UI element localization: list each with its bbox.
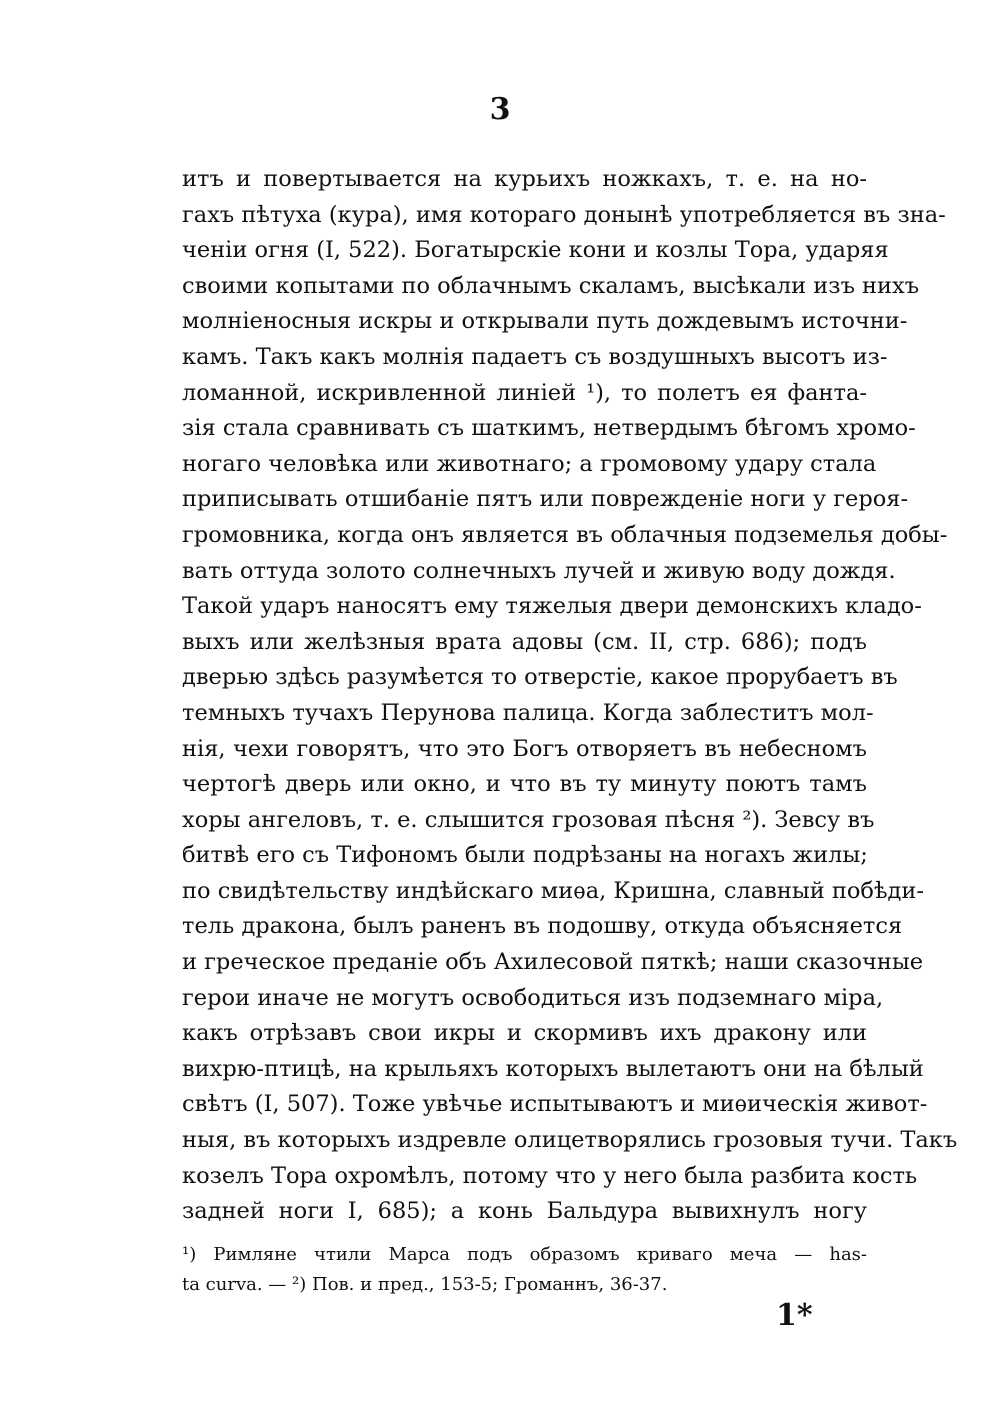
text-line: по свидѣтельству индѣйскаго миѳа, Кришна, славный побѣди-: [182, 877, 924, 904]
page-number: 3: [489, 92, 511, 127]
text-line: дверью здѣсь разумѣется то отверстіе, какое прорубаетъ въ: [182, 664, 898, 691]
text-line: вать оттуда золото солнечныхъ лучей и живую воду дождя.: [182, 557, 896, 584]
text-line: битвѣ его съ Тифономъ были подрѣзаны на ногахъ жилы;: [182, 842, 868, 869]
footnotes: [182, 1240, 867, 1300]
text-line: чертогѣ дверь или окно, и что въ ту минуту поютъ тамъ: [182, 771, 867, 798]
text-line: герои иначе не могутъ освободиться изъ подземнаго міра,: [182, 984, 884, 1011]
footnote-line: ta curva. — ²) Пов. и пред., 153-5; Громаннъ, 36-37.: [182, 1274, 668, 1295]
text-line: нія, чехи говорятъ, что это Богъ отворяетъ въ небесномъ: [182, 735, 867, 762]
text-line: зія стала сравнивать съ шаткимъ, нетвердымъ бѣгомъ хромо-: [182, 415, 916, 442]
text-line: темныхъ тучахъ Перунова палица. Когда заблеститъ мол-: [182, 699, 874, 726]
text-line: какъ отрѣзавъ свои икры и скормивъ ихъ дракону или: [182, 1020, 867, 1047]
text-line: Такой ударъ наносятъ ему тяжелыя двери демонскихъ кладо-: [182, 593, 922, 620]
text-line: козелъ Тора охромѣлъ, потому что у него была разбита кость: [182, 1162, 918, 1189]
body-text: [182, 162, 958, 1230]
text-line: ченіи огня (I, 522). Богатырскіе кони и козлы Тора, ударяя: [182, 237, 889, 264]
text-line: ногаго человѣка или животнаго; а громовому удару стала: [182, 450, 877, 477]
text-line: тель дракона, былъ раненъ въ подошву, откуда объясняется: [182, 913, 903, 940]
text-line: приписывать отшибаніе пятъ или поврежденіе ноги у героя-: [182, 486, 909, 513]
text-line: молніеносныя искры и открывали путь дождевымъ источни-: [182, 308, 908, 335]
text-line: выхъ или желѣзныя врата адовы (см. II, стр. 686); подъ: [182, 628, 867, 655]
text-line: громовника, когда онъ является въ облачныя подземелья добы-: [182, 521, 948, 548]
footnote-line: ¹) Римляне чтили Марса подъ образомъ криваго меча — has-: [182, 1244, 867, 1265]
text-line: хоры ангеловъ, т. е. слышится грозовая пѣсня ²). Зевсу въ: [182, 806, 875, 833]
text-line: ломанной, искривленной линіей ¹), то полетъ ея фанта-: [182, 379, 867, 406]
signature-mark: 1*: [776, 1298, 813, 1333]
text-line: итъ и повертывается на курьихъ ножкахъ, т. е. на но-: [182, 166, 867, 192]
text-line: задней ноги I, 685); а конь Бальдура вывихнулъ ногу: [182, 1198, 867, 1225]
text-line: ныя, въ которыхъ издревле олицетворялись грозовыя тучи. Такъ: [182, 1127, 958, 1154]
text-line: камъ. Такъ какъ молнія падаетъ съ воздушныхъ высотъ из-: [182, 343, 888, 370]
text-line: своими копытами по облачнымъ скаламъ, высѣкали изъ нихъ: [182, 272, 920, 299]
text-line: свѣтъ (I, 507). Тоже увѣчье испытываютъ и миѳическія живот-: [182, 1091, 928, 1118]
text-line: гахъ пѣтуха (кура), имя котораго донынѣ употребляется въ зна-: [182, 201, 946, 228]
text-line: вихрю-птицѣ, на крыльяхъ которыхъ вылетаютъ они на бѣлый: [182, 1055, 924, 1082]
text-line: и греческое преданіе объ Ахилесовой пяткѣ; наши сказочные: [182, 949, 924, 976]
